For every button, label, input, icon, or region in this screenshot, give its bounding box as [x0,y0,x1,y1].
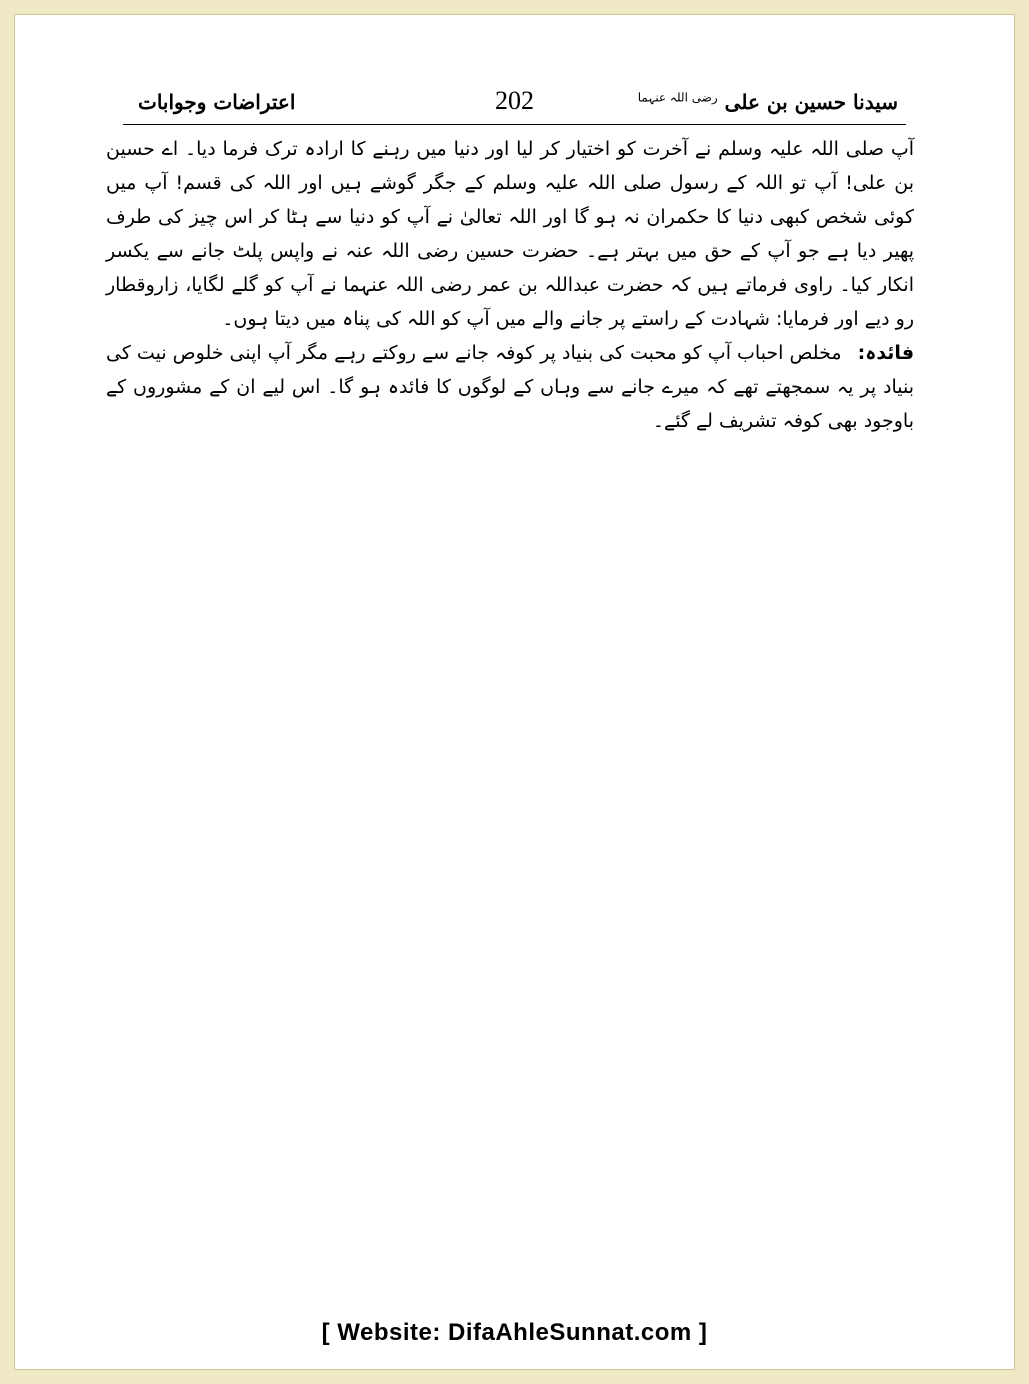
page-body [106,132,914,438]
book-title [638,90,898,114]
section-title: اعتراضات وجوابات [138,90,296,114]
faida-paragraph [106,336,914,438]
page-number: 202 [495,86,534,115]
paragraph-1: آپ صلی اللہ علیہ وسلم نے آخرت کو اختیار کر لیا اور دنیا میں رہنے کا ارادہ ترک فرما دیا۔ اے حسین بن علی! آپ تو اللہ کے رسول صلی اللہ علیہ وسلم کے جگر گوشے ہیں اور اللہ کی قسم! آپ میں کوئی شخص کبھی دنیا کا حکمران نہ ہو گا اور اللہ تعالیٰ نے آپ کو دنیا سے ہٹا کر اس چیز کی طرف پھیر دیا ہے جو آپ کے حق میں بہتر ہے۔ حضرت حسین رضی اللہ عنہ نے واپس پلٹ جانے سے یکسر انکار کیا۔ راوی فرماتے ہیں کہ حضرت عبداللہ بن عمر رضی اللہ عنہما نے آپ کو گلے لگایا، زاروقطار رو دیے اور فرمایا: شہادت کے راستے پر جانے والے میں آپ کو اللہ کی پناہ میں دیتا ہوں۔ [106,138,914,330]
faida-label: فائدہ: [857,342,915,364]
header-rule [123,124,906,125]
faida-text: مخلص احباب آپ کو محبت کی بنیاد پر کوفہ جانے سے روکتے رہے مگر آپ اپنی خلوص نیت کی بنیاد پر یہ سمجھتے تھے کہ میرے جانے سے وہاں کے لوگوں کا فائدہ ہو گا۔ اس لیے ان کے مشوروں کے باوجود بھی کوفہ تشریف لے گئے۔ [106,342,914,432]
page-header [123,84,906,124]
book-title-text: سیدنا حسین بن علی [724,90,898,114]
website-footer: [ Website: DifaAhleSunnat.com ] [321,1319,708,1346]
honorific: رضی اللہ عنہما [637,90,718,105]
